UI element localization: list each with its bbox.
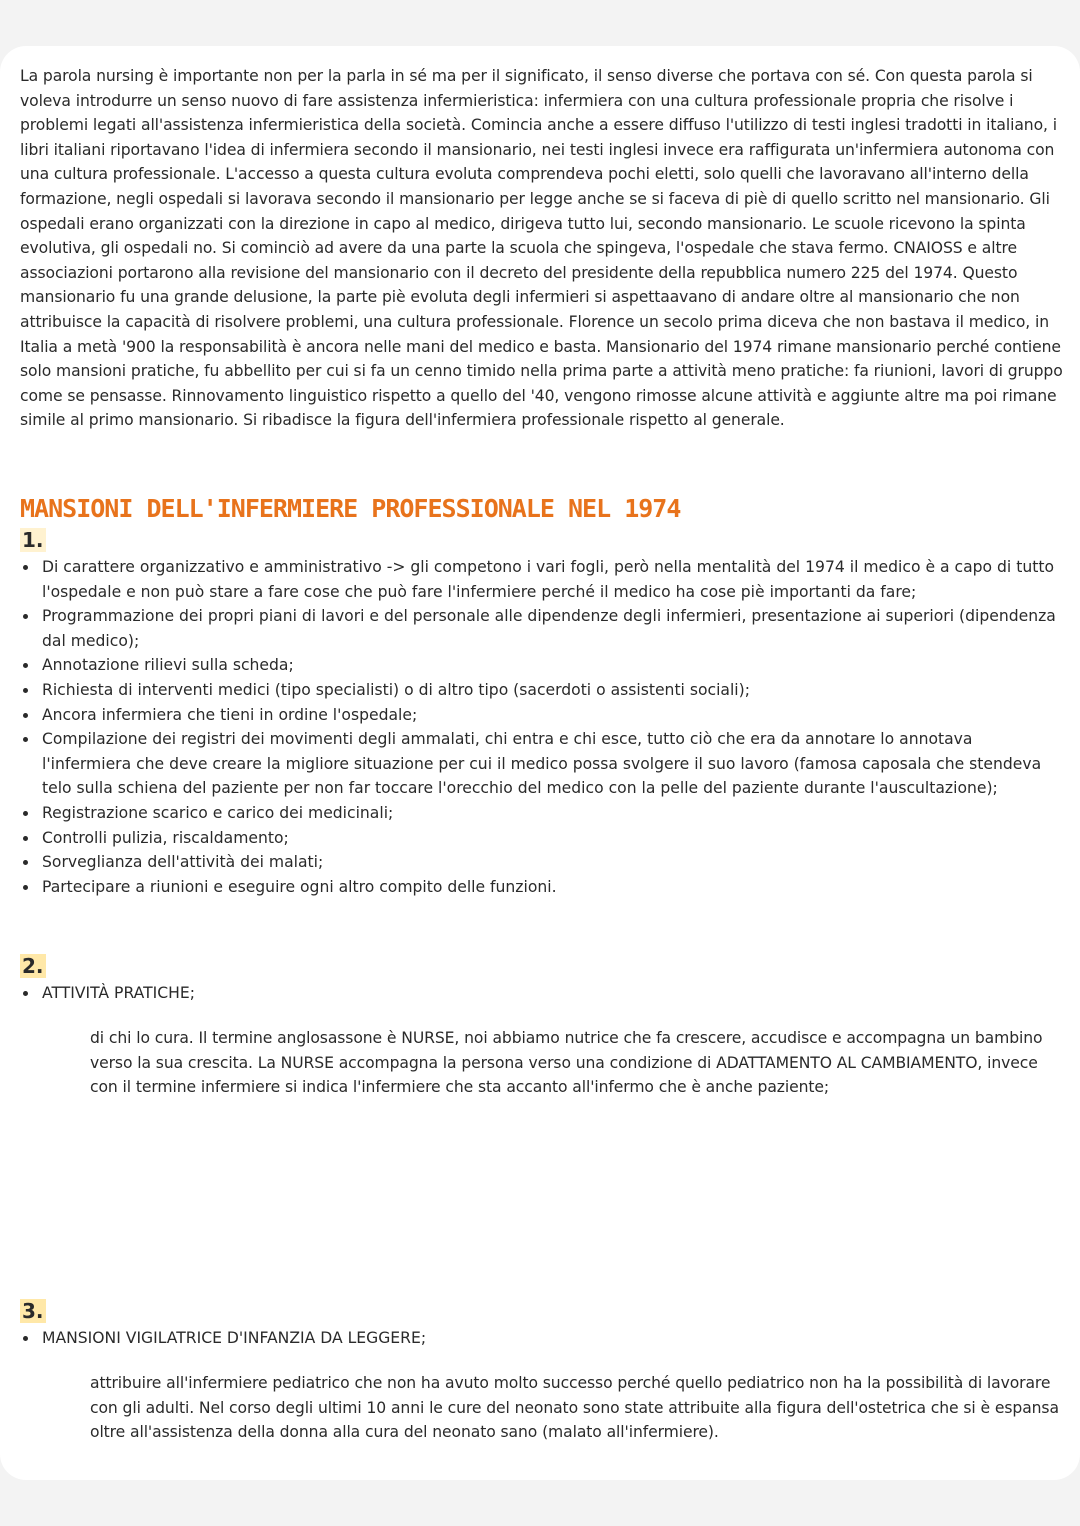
section-3-number: 3. bbox=[22, 1299, 44, 1323]
section-3-paragraph: attribuire all'infermiere pediatrico che non ha avuto molto successo perché quello pediatrico non ha la possibilità di lavorare con gli adulti. Nel corso degli ultimi 10 anni le cure del neonato sono state attribuite alla figura dell'ostetrica che si è espansa oltre all'assistenza della donna alla cura del neonato sano (malato all'infermiere). bbox=[90, 1374, 1059, 1442]
section-1-list bbox=[20, 555, 1066, 899]
section-2-list bbox=[20, 981, 1066, 1006]
list-item: Annotazione rilievi sulla scheda; bbox=[20, 653, 1066, 678]
list-item: Partecipare a riunioni e eseguire ogni altro compito delle funzioni. bbox=[20, 875, 1066, 900]
section-1-number: 1. bbox=[22, 528, 44, 552]
list-item: Di carattere organizzativo e amministrativo -> gli competono i vari fogli, però nella mentalità del 1974 il medico è a capo di tutto l'ospedale e non può stare a fare cose che può fare l'infermiere perché il medico ha cose piè importanti da fare; bbox=[20, 555, 1066, 604]
list-item: MANSIONI VIGILATRICE D'INFANZIA DA LEGGERE; bbox=[20, 1326, 1066, 1351]
section-2-number: 2. bbox=[22, 954, 44, 978]
list-item: Programmazione dei propri piani di lavori e del personale alle dipendenze degli infermieri, presentazione ai superiori (dipendenza dal medico); bbox=[20, 604, 1066, 653]
section-2-paragraph: di chi lo cura. Il termine anglosassone è NURSE, noi abbiamo nutrice che fa crescere, accudisce e accompagna un bambino verso la sua crescita. La NURSE accompagna la persona verso una condizione di ADATTAMENTO AL CAMBIAMENTO, invece con il termine infermiere si indica l'infermiere che sta accanto all'infermo che è anche paziente; bbox=[90, 1029, 1043, 1097]
document-page bbox=[0, 46, 1080, 1480]
list-item: Richiesta di interventi medici (tipo specialisti) o di altro tipo (sacerdoti o assistenti sociali); bbox=[20, 678, 1066, 703]
section-heading: MANSIONI DELL'INFERMIERE PROFESSIONALE NEL 1974 bbox=[20, 494, 681, 523]
section-3-list bbox=[20, 1326, 1066, 1351]
list-item: Registrazione scarico e carico dei medicinali; bbox=[20, 801, 1066, 826]
list-item: ATTIVITÀ PRATICHE; bbox=[20, 981, 1066, 1006]
intro-paragraph: La parola nursing è importante non per la parla in sé ma per il significato, il senso diverse che portava con sé. Con questa parola si voleva introdurre un senso nuovo di fare assistenza infermieristica: infermiera con una cultura professionale propria che risolve i problemi legati all'assistenza infermieristica della società. Comincia anche a essere diffuso l'utilizzo di testi inglesi tradotti in italiano, i libri italiani riportavano l'idea di infermiera secondo il mansionario, nei testi inglesi invece era raffigurata un'infermiera autonoma con una cultura professionale. L'accesso a questa cultura evoluta comprendeva pochi eletti, solo quelli che lavoravano all'interno della formazione, negli ospedali si lavorava secondo il mansionario per legge anche se si faceva di piè di quello scritto nel mansionario. Gli ospedali erano organizzati con la direzione in capo al medico, dirigeva tutto lui, secondo mansionario. Le scuole ricevono la spinta evolutiva, gli ospedali no. Si cominciò ad avere da una parte la scuola che spingeva, l'ospedale che stava fermo. CNAIOSS e altre associazioni portarono alla revisione del mansionario con il decreto del presidente della repubblica numero 225 del 1974. Questo mansionario fu una grande delusione, la parte piè evoluta degli infermieri si aspettaavano di andare oltre al mansionario che non attribuisce la capacità di risolvere problemi, una cultura professionale. Florence un secolo prima diceva che non bastava il medico, in Italia a metà '900 la responsabilità è ancora nelle mani del medico e basta. Mansionario del 1974 rimane mansionario perché contiene solo mansioni pratiche, fu abbellito per cui si fa un cenno timido nella prima parte a attività meno pratiche: fa riunioni, lavori di gruppo come se pensasse. Rinnovamento linguistico rispetto a quello del '40, vengono rimosse alcune attività e aggiunte altre ma poi rimane simile al primo mansionario. Si ribadisce la figura dell'infermiera professionale rispetto al generale. bbox=[20, 67, 1063, 430]
list-item: Ancora infermiera che tieni in ordine l'ospedale; bbox=[20, 703, 1066, 728]
list-item: Compilazione dei registri dei movimenti degli ammalati, chi entra e chi esce, tutto ciò che era da annotare lo annotava l'infermiera che deve creare la migliore situazione per cui il medico possa svolgere il suo lavoro (famosa caposala che stendeva telo sulla schiena del paziente per non far toccare l'orecchio del medico con la pelle del paziente durante l'auscultazione); bbox=[20, 727, 1066, 801]
list-item: Sorveglianza dell'attività dei malati; bbox=[20, 850, 1066, 875]
list-item: Controlli pulizia, riscaldamento; bbox=[20, 826, 1066, 851]
